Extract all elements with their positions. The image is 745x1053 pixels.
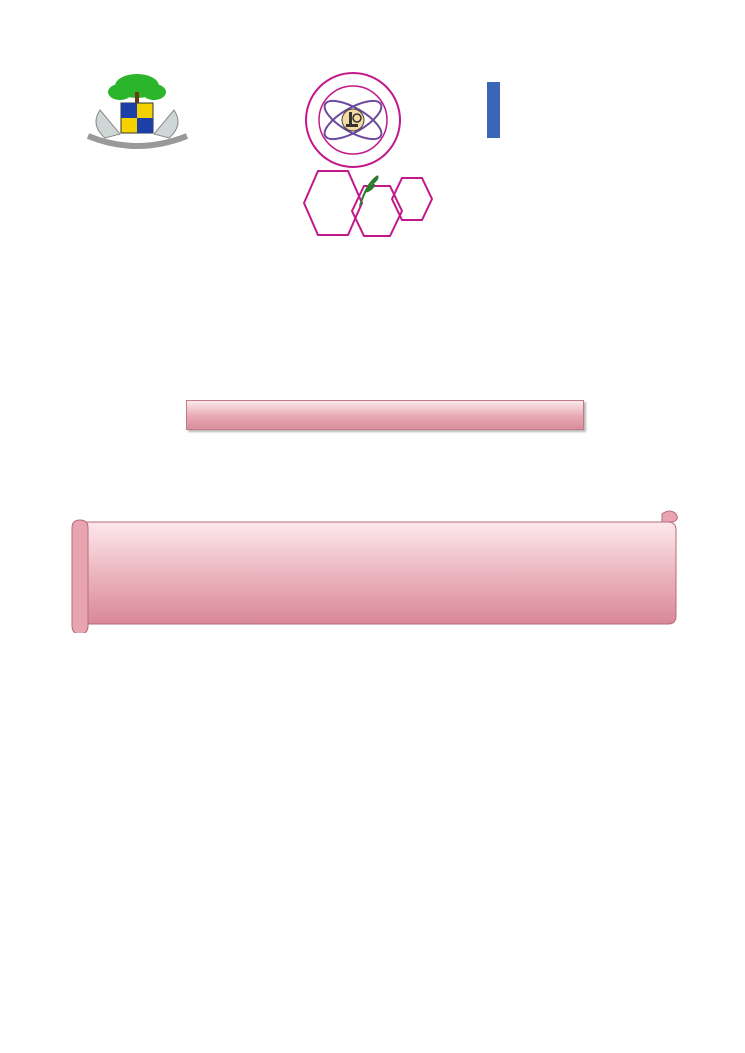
faculty-seal-logo	[302, 70, 404, 170]
title-scroll-banner	[70, 508, 680, 633]
chimie-mention-logo	[487, 82, 662, 138]
palm-border-top	[0, 24, 745, 64]
palm-border-bottom	[0, 985, 745, 1025]
lab-lcsnob-logo	[300, 166, 435, 240]
university-crest-logo	[80, 70, 195, 152]
palm-border-left	[34, 0, 74, 1053]
palm-border-right	[677, 0, 717, 1053]
parcours-box	[186, 400, 584, 430]
